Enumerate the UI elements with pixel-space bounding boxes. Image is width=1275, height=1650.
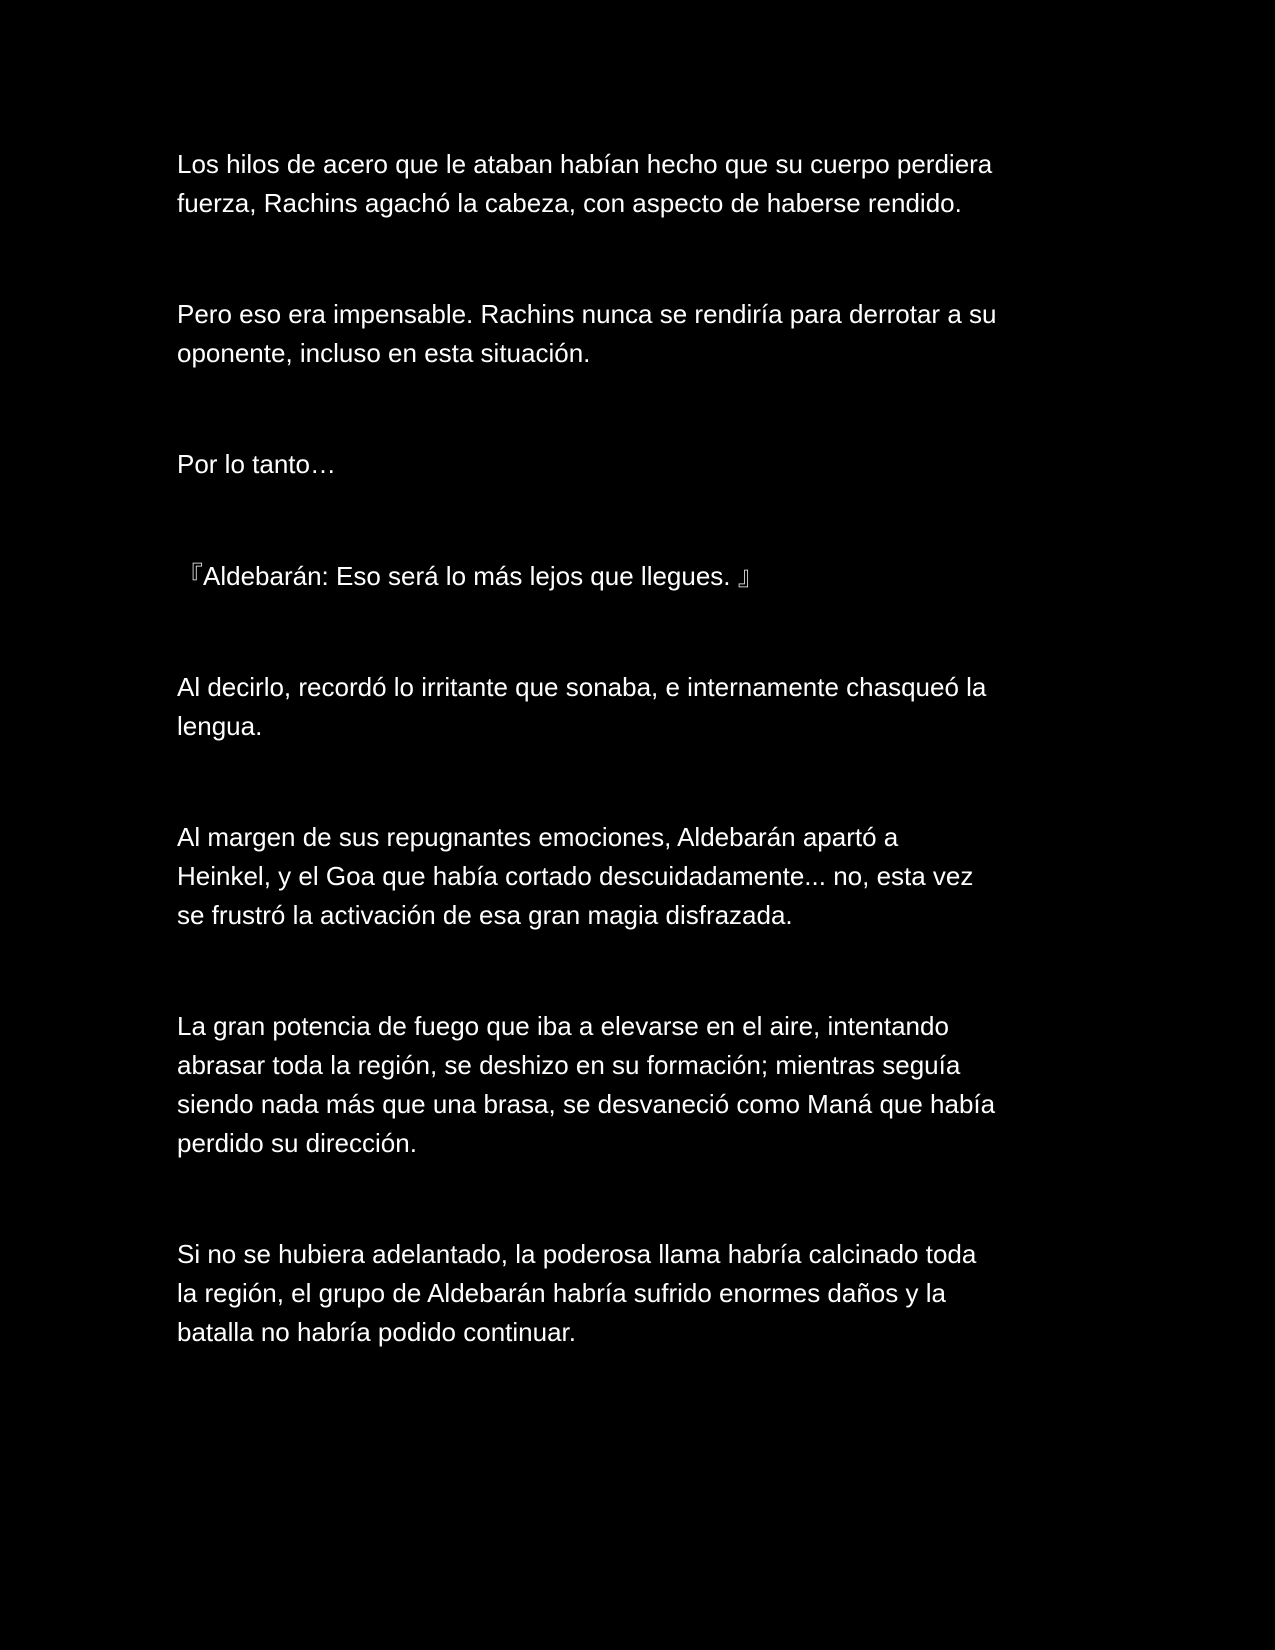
paragraph: Al decirlo, recordó lo irritante que sonaba, e internamente chasqueó la lengua. (177, 672, 987, 741)
paragraph: Por lo tanto… (177, 449, 336, 479)
paragraph: Los hilos de acero que le ataban habían hecho que su cuerpo perdiera fuerza, Rachins agachó la cabeza, con aspecto de haberse rendido. (177, 149, 993, 218)
paragraph: La gran potencia de fuego que iba a elevarse en el aire, intentando abrasar toda la región, se deshizo en su formación; mientras seguía siendo nada más que una brasa, se desvaneció como Maná que había perdido su dirección. (177, 1011, 996, 1158)
paragraph: Si no se hubiera adelantado, la poderosa llama habría calcinado toda la región, el grupo de Aldebarán habría sufrido enormes daños y la batalla no habría podido continuar. (177, 1239, 977, 1347)
paragraph: Al margen de sus repugnantes emociones, Aldebarán apartó a Heinkel, y el Goa que había cortado descuidadamente... no, esta vez se frustró la activación de esa gran magia disfrazada. (177, 822, 974, 930)
paragraph: Pero eso era impensable. Rachins nunca se rendiría para derrotar a su oponente, incluso en esta situación. (177, 299, 997, 368)
document-body (177, 145, 1107, 1352)
dialogue-line: 『Aldebarán: Eso será lo más lejos que llegues. 』 (177, 561, 764, 591)
